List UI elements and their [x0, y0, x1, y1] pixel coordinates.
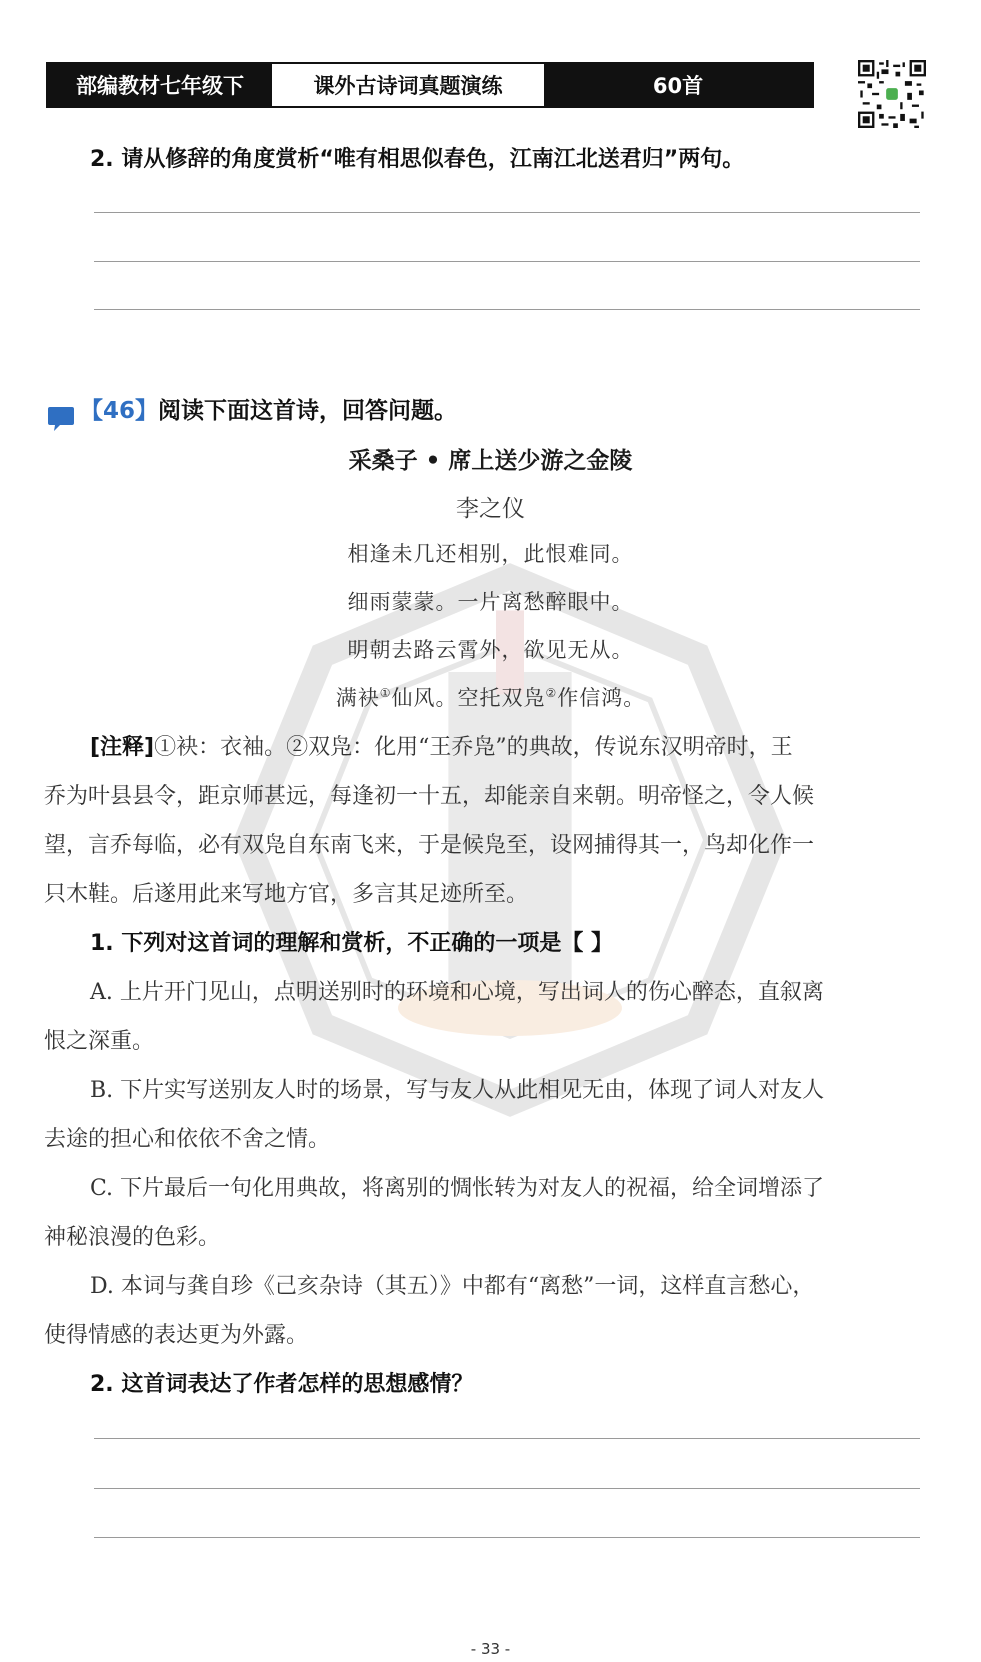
option-b-line-1: B. 下片实写送别友人时的场景，写与友人从此相见无由，体现了词人对友人: [90, 1078, 825, 1103]
answer-line: [94, 1537, 920, 1538]
notes-line-2: 乔为叶县县令，距京师甚远，每逢初一十五，却能亲自来朝。明帝怪之，令人候: [44, 784, 815, 809]
option-d-line-2: 使得情感的表达更为外露。: [44, 1323, 309, 1348]
notes-label: [注释]: [90, 735, 155, 760]
option-a-line-2: 恨之深重。: [44, 1029, 155, 1054]
option-c-line-1: C. 下片最后一句化用典故，将离别的惆怅转为对友人的祝福，给全词增添了: [90, 1176, 825, 1201]
poem-title: 采桑子 • 席上送少游之金陵: [348, 448, 633, 474]
footnote-ref-2: ②: [545, 686, 558, 700]
option-a-line-1: A. 上片开门见山，点明送别时的环境和心境，写出词人的伤心醉态，直叙离: [90, 980, 824, 1005]
option-c-line-2: 神秘浪漫的色彩。: [44, 1225, 221, 1250]
option-d-line-1: D. 本词与龚自珍《己亥杂诗（其五）》中都有“离愁”一词，这样直言愁心，: [90, 1274, 815, 1299]
footnote-ref-1: ①: [379, 686, 392, 700]
section-heading: [80, 392, 457, 425]
page-number: - 33 -: [470, 1640, 511, 1658]
answer-line: [94, 212, 920, 213]
question-2-stem: 2. 这首词表达了作者怎样的思想感情？: [90, 1372, 474, 1397]
notes-line-3: 望，言乔每临，必有双凫自东南飞来，于是候凫至，设网捕得其一，鸟却化作一: [44, 833, 815, 858]
question-1-stem: 1. 下列对这首词的理解和赏析，不正确的一项是【 】: [90, 931, 613, 956]
notes-line-4: 只木鞋。后遂用此来写地方官，多言其足迹所至。: [44, 882, 529, 907]
section-instruction: 阅读下面这首诗，回答问题。: [158, 398, 458, 424]
previous-question-2: 2. 请从修辞的角度赏析“唯有相思似春色，江南江北送君归”两句。: [90, 147, 745, 172]
header-bar: [46, 62, 814, 108]
header-count: 60首: [544, 64, 812, 106]
answer-line: [94, 261, 920, 262]
poem-line-2: 细雨蒙蒙。一片离愁醉眼中。: [347, 590, 634, 614]
qr-code-icon: [858, 60, 926, 128]
section-number: 【46】: [80, 398, 159, 424]
answer-line: [94, 309, 920, 310]
header-title: 课外古诗词真题演练: [272, 64, 544, 106]
poem-author: 李之仪: [456, 496, 525, 522]
notes-line-1: [注释]①袂：衣袖。②双凫：化用“王乔凫”的典故，传说东汉明帝时，王: [90, 735, 793, 760]
option-b-line-2: 去途的担心和依依不舍之情。: [44, 1127, 331, 1152]
answer-line: [94, 1488, 920, 1489]
poem-line-1: 相逢未几还相别，此恨难同。: [347, 542, 634, 566]
poem-line-4: 满袂①仙风。空托双凫②作信鸿。: [335, 686, 646, 710]
section-marker-icon: [46, 406, 76, 432]
poem-line-3: 明朝去路云霄外，欲见无从。: [347, 638, 634, 662]
answer-line: [94, 1438, 920, 1439]
header-grade: 部编教材七年级下: [48, 64, 272, 106]
